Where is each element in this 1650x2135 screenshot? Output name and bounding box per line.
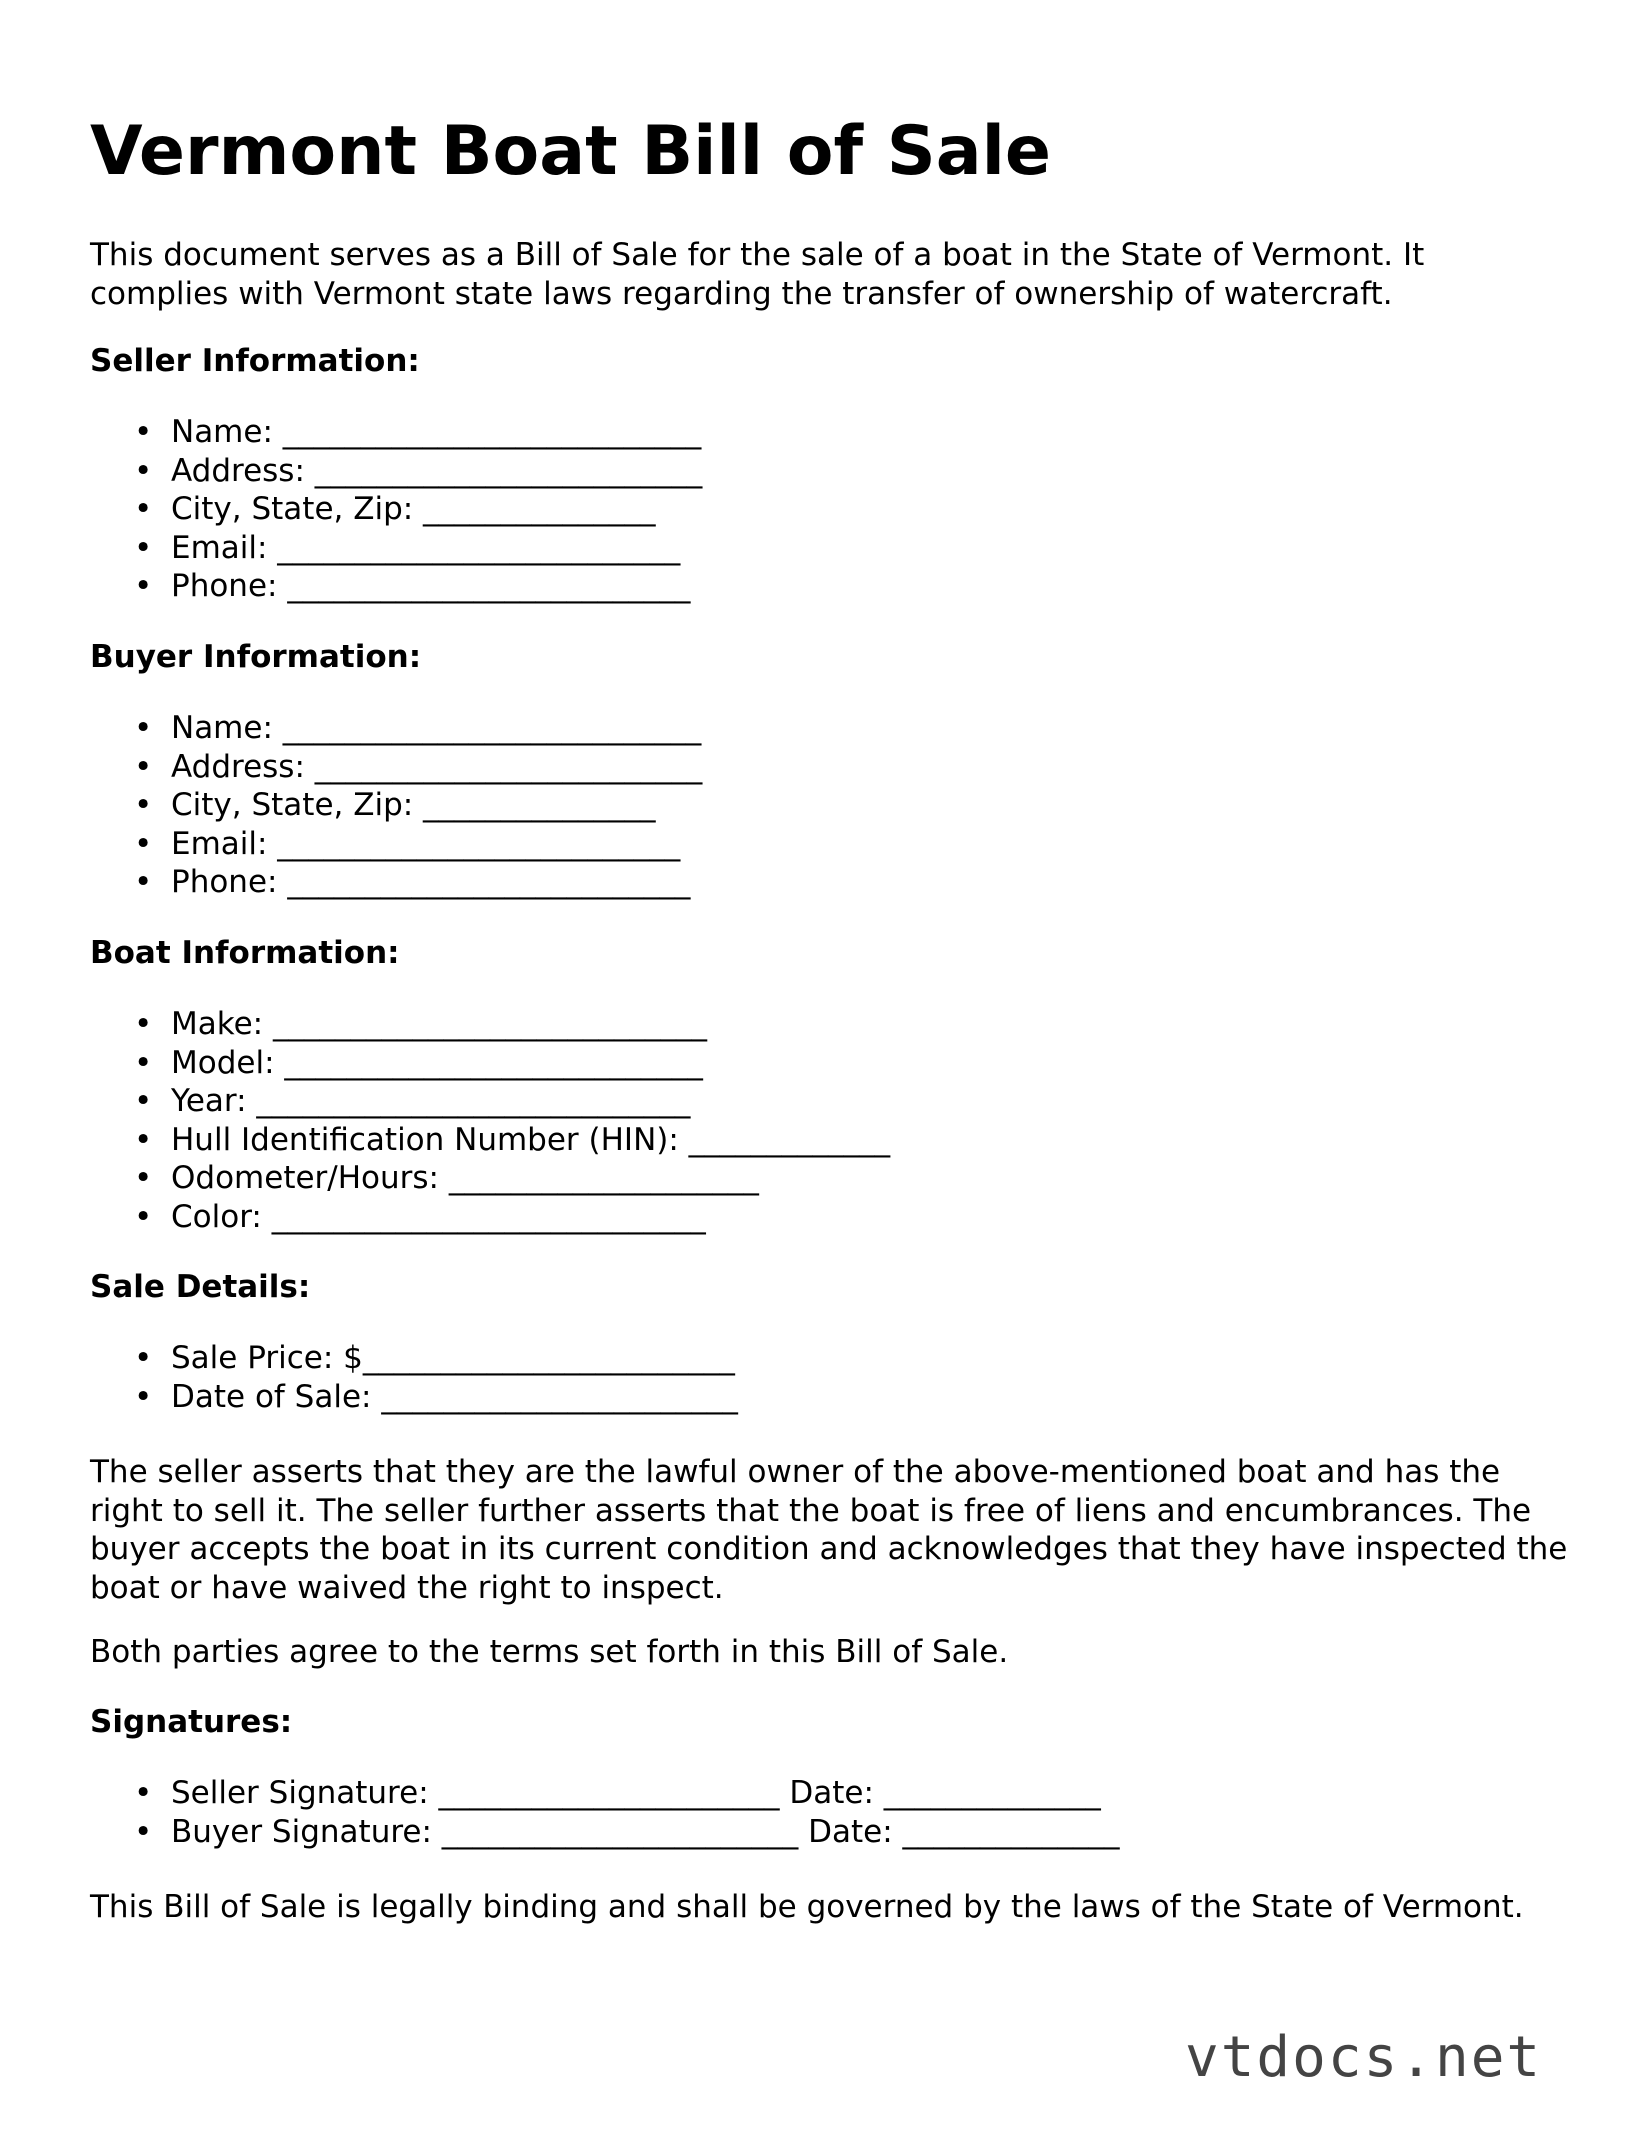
boat-hin-field: • Hull Identification Number (HIN): _____________ bbox=[134, 1121, 891, 1158]
seller-email-field: • Email: __________________________ bbox=[134, 529, 681, 566]
bullet-icon: • bbox=[134, 1340, 153, 1376]
sale-date-field: • Date of Sale: _______________________ bbox=[134, 1378, 738, 1415]
bullet-icon: • bbox=[134, 529, 153, 566]
bullet-icon: • bbox=[134, 568, 153, 604]
agreement-paragraph: Both parties agree to the terms set forth in this Bill of Sale. bbox=[90, 1634, 1009, 1670]
closing-paragraph: This Bill of Sale is legally binding and shall be governed by the laws of the State of Vermont. bbox=[90, 1889, 1524, 1925]
buyer-signature-field: • Buyer Signature: _______________________ Date: ______________ bbox=[134, 1813, 1120, 1850]
sale-field-list bbox=[90, 1339, 738, 1416]
sale-section-heading: Sale Details: bbox=[90, 1269, 311, 1305]
bullet-icon: • bbox=[134, 491, 153, 527]
assertion-paragraph: The seller asserts that they are the lawful owner of the above-mentioned boat and has the right to sell it. The seller further asserts that the boat is free of liens and encumbrances. The buyer accepts the boat in its current condition and acknowledges that they have inspected the boat or have waived the right to inspect. bbox=[90, 1454, 1568, 1606]
boat-section-heading: Boat Information: bbox=[90, 935, 400, 971]
seller-field-list bbox=[90, 413, 702, 606]
seller-phone-field: • Phone: __________________________ bbox=[134, 568, 691, 604]
bullet-icon: • bbox=[134, 1198, 153, 1235]
boat-odometer-hours-field: • Odometer/Hours: ____________________ bbox=[134, 1160, 759, 1196]
seller-name-field: • Name: ___________________________ bbox=[134, 414, 702, 450]
bullet-icon: • bbox=[134, 864, 153, 900]
bullet-icon: • bbox=[134, 1006, 153, 1042]
buyer-city-state-zip-field: • City, State, Zip: _______________ bbox=[134, 787, 656, 823]
bullet-icon: • bbox=[134, 1775, 153, 1811]
boat-model-field: • Model: ___________________________ bbox=[134, 1044, 703, 1081]
seller-address-field: • Address: _________________________ bbox=[134, 452, 703, 489]
bullet-icon: • bbox=[134, 787, 153, 823]
bullet-icon: • bbox=[134, 1121, 153, 1158]
bullet-icon: • bbox=[134, 825, 153, 862]
bullet-icon: • bbox=[134, 452, 153, 489]
bullet-icon: • bbox=[134, 1044, 153, 1081]
bullet-icon: • bbox=[134, 1378, 153, 1415]
seller-section-heading: Seller Information: bbox=[90, 343, 420, 379]
buyer-name-field: • Name: ___________________________ bbox=[134, 710, 702, 746]
boat-make-field: • Make: ____________________________ bbox=[134, 1006, 707, 1042]
bullet-icon: • bbox=[134, 414, 153, 450]
buyer-email-field: • Email: __________________________ bbox=[134, 825, 681, 862]
buyer-section-heading: Buyer Information: bbox=[90, 639, 422, 675]
buyer-field-list bbox=[90, 709, 702, 902]
bullet-icon: • bbox=[134, 1083, 153, 1119]
seller-city-state-zip-field: • City, State, Zip: _______________ bbox=[134, 491, 656, 527]
buyer-address-field: • Address: _________________________ bbox=[134, 748, 703, 785]
signatures-field-list bbox=[90, 1774, 1120, 1851]
watermark-logo: vtdocs.net bbox=[1185, 2025, 1543, 2090]
boat-field-list bbox=[90, 1005, 890, 1236]
bullet-icon: • bbox=[134, 1160, 153, 1196]
buyer-phone-field: • Phone: __________________________ bbox=[134, 864, 691, 900]
signatures-section-heading: Signatures: bbox=[90, 1704, 293, 1740]
boat-color-field: • Color: ____________________________ bbox=[134, 1198, 706, 1235]
intro-paragraph: This document serves as a Bill of Sale for the sale of a boat in the State of Vermont. It complies with Vermont state laws regarding the transfer of ownership of watercraft. bbox=[90, 237, 1425, 312]
sale-price-field: • Sale Price: $________________________ bbox=[134, 1340, 735, 1376]
bullet-icon: • bbox=[134, 710, 153, 746]
bullet-icon: • bbox=[134, 748, 153, 785]
boat-year-field: • Year: ____________________________ bbox=[134, 1083, 691, 1119]
seller-signature-field: • Seller Signature: ______________________ Date: ______________ bbox=[134, 1775, 1101, 1811]
document-title: Vermont Boat Bill of Sale bbox=[90, 112, 1052, 191]
bullet-icon: • bbox=[134, 1813, 153, 1850]
